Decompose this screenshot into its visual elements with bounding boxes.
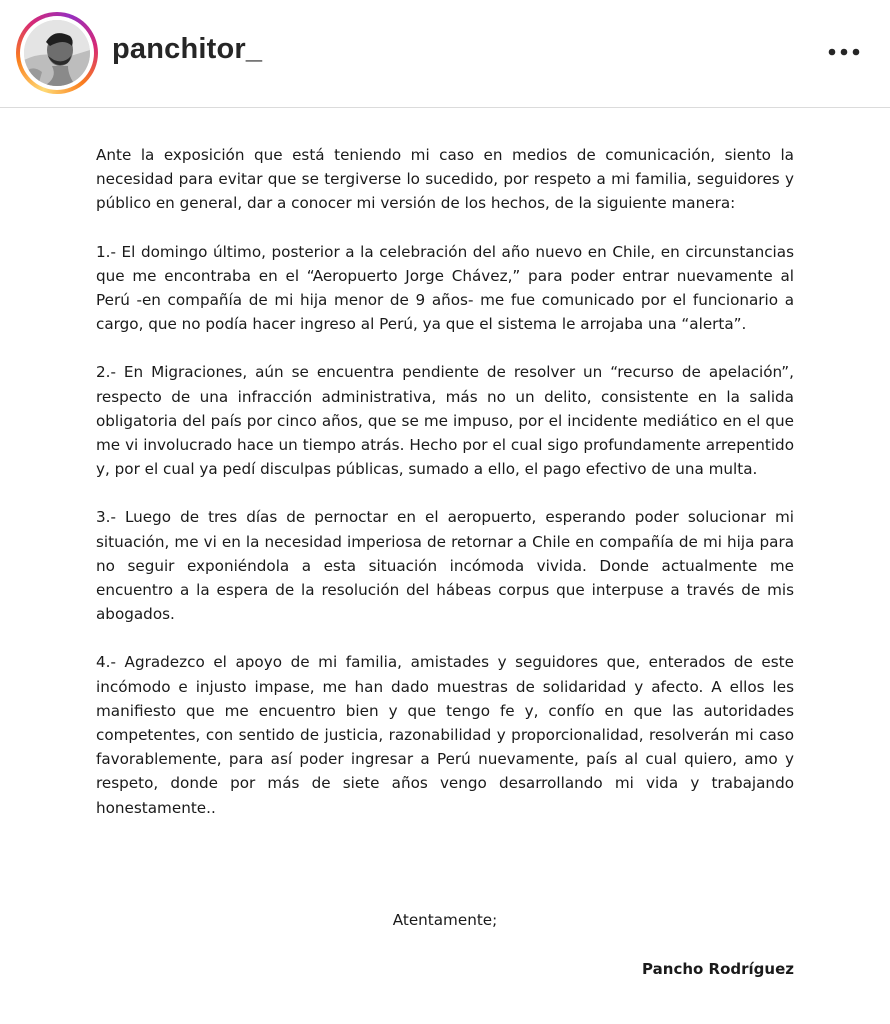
avatar-border [20, 16, 94, 90]
letter-paragraph-2: 2.- En Migraciones, aún se encuentra pendiente de resolver un “recurso de apelación”, respecto de una infracción administrativa, más no un delito, consistente en la salida obligatoria del país por cinco años, que se me impuso, por el incidente mediático en el que me vi involucrado hace un tiempo atrás. Hecho por el cual sigo profundamente arrepentido y, por el cual ya pedí disculpas públicas, sumado a ello, el pago efectivo de una multa. [96, 363, 794, 479]
letter-paragraph-intro: Ante la exposición que está teniendo mi caso en medios de comunicación, siento la necesidad para evitar que se tergiverse lo sucedido, por respeto a mi familia, seguidores y público en general, dar a conocer mi versión de los hechos, de la siguiente manera: [96, 146, 794, 213]
letter-paragraph-3: 3.- Luego de tres días de pernoctar en el aeropuerto, esperando poder solucionar mi situación, me vi en la necesidad imperiosa de retornar a Chile en compañía de mi hija para no seguir exponiéndola a esta situación incómoda vivida. Donde actualmente me encuentro a la espera de la resolución del hábeas corpus que interpuse a través de mis abogados. [96, 508, 794, 624]
story-ring[interactable] [16, 12, 98, 94]
letter-signature: Pancho Rodríguez [642, 960, 794, 978]
profile-photo-icon [24, 20, 90, 86]
letter-paragraph-1: 1.- El domingo último, posterior a la celebración del año nuevo en Chile, en circunstancias que me encontraba en el “Aeropuerto Jorge Chávez,” para poder entrar nuevamente al Perú -en compañía de mi hija menor de 9 años- me fue comunicado por el funcionario a cargo, que no podía hacer ingreso al Perú, ya que el sistema le arrojaba una “alerta”. [96, 242, 794, 334]
avatar[interactable] [24, 20, 90, 86]
username[interactable]: panchitor_ [112, 33, 263, 65]
more-options-icon [828, 48, 860, 56]
post-header [0, 0, 890, 108]
letter-closing: Atentamente; [392, 911, 498, 929]
letter-body [96, 143, 794, 844]
more-options-button[interactable] [824, 40, 864, 64]
letter-paragraph-4: 4.- Agradezco el apoyo de mi familia, amistades y seguidores que, enterados de este incómodo e injusto impase, me han dado muestras de solidaridad y afecto. A ellos les manifiesto que me encuentro bien y que tengo fe y, confío en que las autoridades competentes, con sentido de justicia, razonabilidad y proporcionalidad, resolverán mi caso favorablemente, para así poder ingresar a Perú nuevamente, país al cual quiero, amo y respeto, donde por más de siete años vengo desarrollando mi vida y trabajando honestamente.. [96, 653, 794, 817]
